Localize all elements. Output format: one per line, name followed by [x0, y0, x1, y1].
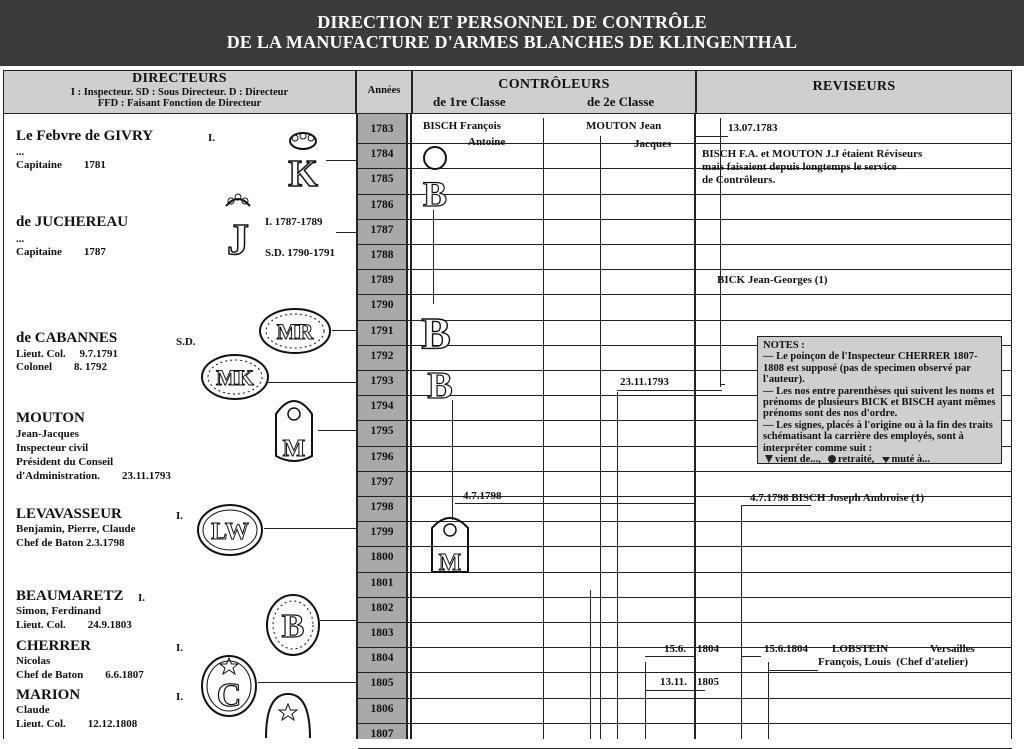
- director-juchereau-name: de JUCHEREAU: [16, 214, 129, 230]
- notes-item-2: — Les nos entre parenthèses qui suivent les noms et prénoms de plusieurs BICK et BISCH ayant mêmes prénoms sont des nos d'ordre.: [763, 385, 996, 420]
- year-label: 1792: [370, 349, 394, 362]
- stamp-j-letter: J: [227, 215, 249, 260]
- year-label: 1803: [370, 627, 394, 639]
- controleur-date-1805: 13.11.: [660, 676, 687, 688]
- year-label: 1800: [370, 551, 394, 564]
- stamp-mr-letters: MR: [276, 319, 314, 344]
- header-directeurs-legend-1: I : Inspecteur. SD : Sous Directeur. D : Directeur: [70, 87, 289, 98]
- director-connector: [332, 330, 356, 331]
- director-juchereau-r2: S.D. 1790-1791: [265, 247, 335, 259]
- controleur-bisch-francois: BISCH François: [423, 120, 501, 132]
- director-juchereau-l2: Capitaine 1787: [16, 246, 106, 258]
- title-line-1: DIRECTION ET PERSONNEL DE CONTRÔLE: [317, 12, 707, 32]
- title-line-2: DE LA MANUFACTURE D'ARMES BLANCHES DE KLINGENTHAL: [226, 32, 798, 52]
- career-link: [741, 656, 761, 657]
- header-classe-2: de 2e Classe: [587, 94, 655, 109]
- director-cabannes-l1: Lieut. Col. 9.7.1791: [16, 348, 119, 360]
- year-label: 1785: [370, 173, 394, 186]
- stamp-c-icon: [200, 648, 258, 718]
- career-link: [645, 656, 695, 657]
- header-reviseurs: [696, 70, 1012, 114]
- director-marion-name: MARION: [16, 687, 81, 703]
- career-line: [590, 590, 591, 739]
- director-cherrer-l1: Nicolas: [16, 655, 51, 667]
- director-givry-tag: I.: [208, 132, 216, 144]
- header-annees-label: Années: [367, 85, 401, 96]
- career-line: [645, 662, 646, 739]
- header-directeurs: [3, 70, 356, 114]
- reviseur-note-3: de Contrôleurs.: [702, 174, 776, 186]
- director-cabannes-tag: S.D.: [176, 336, 196, 348]
- stamp-lw-letters: LW: [211, 519, 249, 545]
- header-directeurs-title: DIRECTEURS: [132, 71, 227, 86]
- controleur-date-1793: 23.11.1793: [620, 376, 669, 388]
- grid-line: [358, 294, 1012, 295]
- stamp-controleur-b2-icon: [418, 300, 458, 404]
- grid-line: [358, 723, 1012, 724]
- grid-line: [358, 622, 1012, 623]
- career-line: [452, 400, 453, 520]
- director-givry-l2: Capitaine 1781: [16, 159, 106, 171]
- grid-line: [358, 194, 1012, 195]
- reviseur-lobstein-date: 15.6.1804: [764, 643, 808, 655]
- year-label: 1783: [370, 123, 394, 135]
- career-line: [543, 118, 544, 739]
- grid-line: [358, 244, 1012, 245]
- director-connector: [320, 620, 356, 621]
- grid-line: [358, 471, 1012, 472]
- stamp-lw-icon: [196, 502, 264, 558]
- director-marion-l1: Claude: [16, 704, 50, 716]
- stamp-m-icon: [270, 394, 318, 464]
- director-beaumaretz-l2: Lieut. Col. 24.9.1803: [16, 619, 132, 631]
- director-levavasseur-l1: Benjamin, Pierre, Claude: [16, 523, 136, 535]
- stamp-k-letter: K: [288, 153, 318, 192]
- year-label: 1794: [370, 400, 394, 413]
- year-label: 1798: [370, 501, 394, 513]
- controleur-antoine: Antoine: [468, 136, 506, 148]
- stamp-b-letter: B: [281, 608, 305, 645]
- director-cabannes-l2: Colonel 8. 1792: [16, 361, 108, 373]
- header-classe-1: de 1re Classe: [433, 94, 506, 109]
- col-border: [694, 114, 696, 739]
- header-reviseurs-title: REVISEURS: [812, 79, 896, 94]
- reviseur-lobstein: LOBSTEIN: [832, 643, 889, 655]
- reviseur-note-2: mais faisaient depuis longtemps le service: [702, 161, 897, 173]
- mute-a-icon: [882, 457, 890, 463]
- svg-text:B: B: [421, 309, 451, 358]
- director-connector: [318, 430, 356, 431]
- grid-line: [358, 219, 1012, 220]
- controleur-date-1805b: 1805: [697, 676, 719, 688]
- year-label: 1790: [370, 299, 394, 312]
- career-line: [433, 210, 434, 304]
- controleur-date-1804b: 1804: [697, 643, 719, 655]
- year-label: 1796: [370, 450, 394, 463]
- director-connector: [268, 382, 356, 383]
- controleur-date-1798: 4.7.1798: [463, 490, 502, 502]
- director-connector: [336, 232, 356, 233]
- notes-sym-1: vient de...,: [775, 454, 821, 466]
- career-link: [617, 390, 722, 391]
- director-mouton-name: MOUTON: [16, 410, 85, 426]
- year-label: 1799: [370, 526, 394, 539]
- director-cherrer-name: CHERRER: [16, 638, 92, 654]
- director-beaumaretz-name: BEAUMARETZ: [16, 588, 124, 604]
- director-juchereau-l1: ...: [16, 233, 25, 245]
- year-label: 1789: [370, 274, 394, 287]
- year-label: 1787: [370, 223, 394, 236]
- year-label: 1784: [370, 148, 394, 161]
- director-cherrer-l2: Chef de Baton 6.6.1807: [16, 669, 144, 681]
- career-line: [741, 505, 742, 739]
- director-givry-name: Le Febvre de GIVRY: [16, 128, 154, 144]
- career-link: [455, 503, 695, 504]
- career-link: [768, 670, 818, 671]
- reviseur-versailles: Versailles: [930, 643, 975, 655]
- controleur-jacques: Jacques: [634, 138, 672, 150]
- grid-line: [358, 143, 1012, 144]
- notes-item-1: — Le poinçon de l'Inspecteur CHERRER 1807-1808 est supposé (pas de specimen observé par l'auteur).: [763, 351, 978, 386]
- director-cabannes-name: de CABANNES: [16, 330, 118, 346]
- stamp-m-letter: M: [282, 436, 306, 462]
- year-label: 1801: [370, 576, 394, 589]
- grid-line: [358, 698, 1012, 699]
- reviseur-bisch-joseph: 4.7.1798 BISCH Joseph Ambroise (1): [750, 492, 924, 504]
- director-mouton-l3: Président du Conseil: [16, 456, 114, 468]
- director-levavasseur-tag: I.: [176, 510, 184, 522]
- year-label: 1804: [370, 652, 394, 665]
- stamp-mk-letters: MK: [216, 365, 254, 390]
- year-label: 1788: [370, 249, 394, 261]
- grid-line: [358, 269, 1012, 270]
- director-mouton-l4: d'Administration. 23.11.1793: [16, 470, 171, 482]
- col-border: [3, 70, 4, 739]
- stamp-b-icon: [264, 592, 322, 658]
- reviseur-lobstein-names: François, Louis (Chef d'atelier): [818, 656, 969, 668]
- stamp-controleur-b1-icon: [418, 144, 452, 212]
- title-banner: [0, 0, 1024, 66]
- director-levavasseur-name: LEVAVASSEUR: [16, 506, 122, 522]
- director-cherrer-tag: I.: [176, 642, 184, 654]
- career-link: [645, 690, 705, 691]
- director-juchereau-r1: I. 1787-1789: [265, 216, 323, 228]
- director-levavasseur-l2: Chef de Baton 2.3.1798: [16, 537, 125, 549]
- career-link: [741, 505, 811, 506]
- notes-symbols: [763, 454, 996, 465]
- director-marion-l2: Lieut. Col. 12.12.1808: [16, 718, 138, 730]
- grid-line: [358, 168, 1012, 169]
- reviseur-date-1783: 13.07.1783: [728, 122, 778, 134]
- retraite-icon: [828, 455, 836, 463]
- vient-de-icon: [765, 455, 773, 463]
- year-label: 1786: [370, 198, 394, 211]
- year-label: 1793: [370, 375, 394, 387]
- reviseur-note-1: BISCH F.A. et MOUTON J.J étaient Réviseurs: [702, 148, 923, 160]
- year-label: 1805: [370, 677, 394, 690]
- career-line: [617, 392, 618, 739]
- col-border: [410, 114, 412, 739]
- stamp-controleur-m-icon: [428, 512, 472, 578]
- svg-text:B: B: [427, 365, 453, 404]
- year-label: 1795: [370, 425, 394, 438]
- notes-sym-2: retraité,: [838, 454, 875, 466]
- header-controleurs: [412, 70, 696, 114]
- director-givry-l1: ...: [16, 146, 25, 158]
- director-mouton-l1: Jean-Jacques: [16, 428, 79, 440]
- notes-box: [757, 336, 1002, 464]
- grid-line: [358, 672, 1012, 673]
- stamp-star-icon: [262, 690, 314, 739]
- year-label: 1791: [370, 324, 394, 337]
- header-controleurs-title: CONTRÔLEURS: [498, 77, 610, 92]
- svg-text:M: M: [438, 550, 462, 576]
- notes-item-3: — Les signes, placés à l'origine ou à la fin des traits schématisant la carrière des employés, sont à interpréter comme suit :: [763, 419, 993, 454]
- director-beaumaretz-l1: Simon, Ferdinand: [16, 605, 101, 617]
- year-label: 1797: [370, 475, 394, 488]
- director-connector: [258, 682, 356, 683]
- svg-text:B: B: [422, 174, 448, 212]
- controleur-mouton-jean: MOUTON Jean: [586, 120, 662, 132]
- reviseur-bick: BICK Jean-Georges (1): [717, 274, 828, 286]
- stamp-mr-icon: [258, 306, 332, 356]
- notes-title: NOTES :: [763, 340, 805, 351]
- stamp-mk-icon: [200, 352, 270, 402]
- col-border: [1011, 70, 1012, 739]
- career-link: [696, 136, 728, 137]
- director-connector: [326, 160, 356, 161]
- header-directeurs-legend-2: FFD : Faisant Fonction de Directeur: [97, 98, 262, 109]
- director-mouton-l2: Inspecteur civil: [16, 442, 89, 454]
- stamp-k-icon: [280, 128, 326, 192]
- stamp-j-icon: [218, 190, 258, 260]
- year-label: 1806: [370, 702, 394, 715]
- notes-sym-3: muté à...: [891, 454, 931, 466]
- year-label: 1807: [370, 727, 394, 740]
- director-connector: [264, 528, 356, 529]
- career-line: [600, 136, 601, 739]
- director-marion-tag: I.: [176, 691, 184, 703]
- director-beaumaretz-tag: I.: [138, 592, 146, 604]
- stamp-c-letter: C: [216, 677, 242, 714]
- year-label: 1802: [370, 601, 394, 614]
- career-line: [768, 662, 769, 739]
- career-link: [720, 384, 725, 385]
- header-annees: [356, 70, 412, 114]
- controleur-date-1804: 15.6.: [664, 643, 686, 655]
- grid-line: [358, 597, 1012, 598]
